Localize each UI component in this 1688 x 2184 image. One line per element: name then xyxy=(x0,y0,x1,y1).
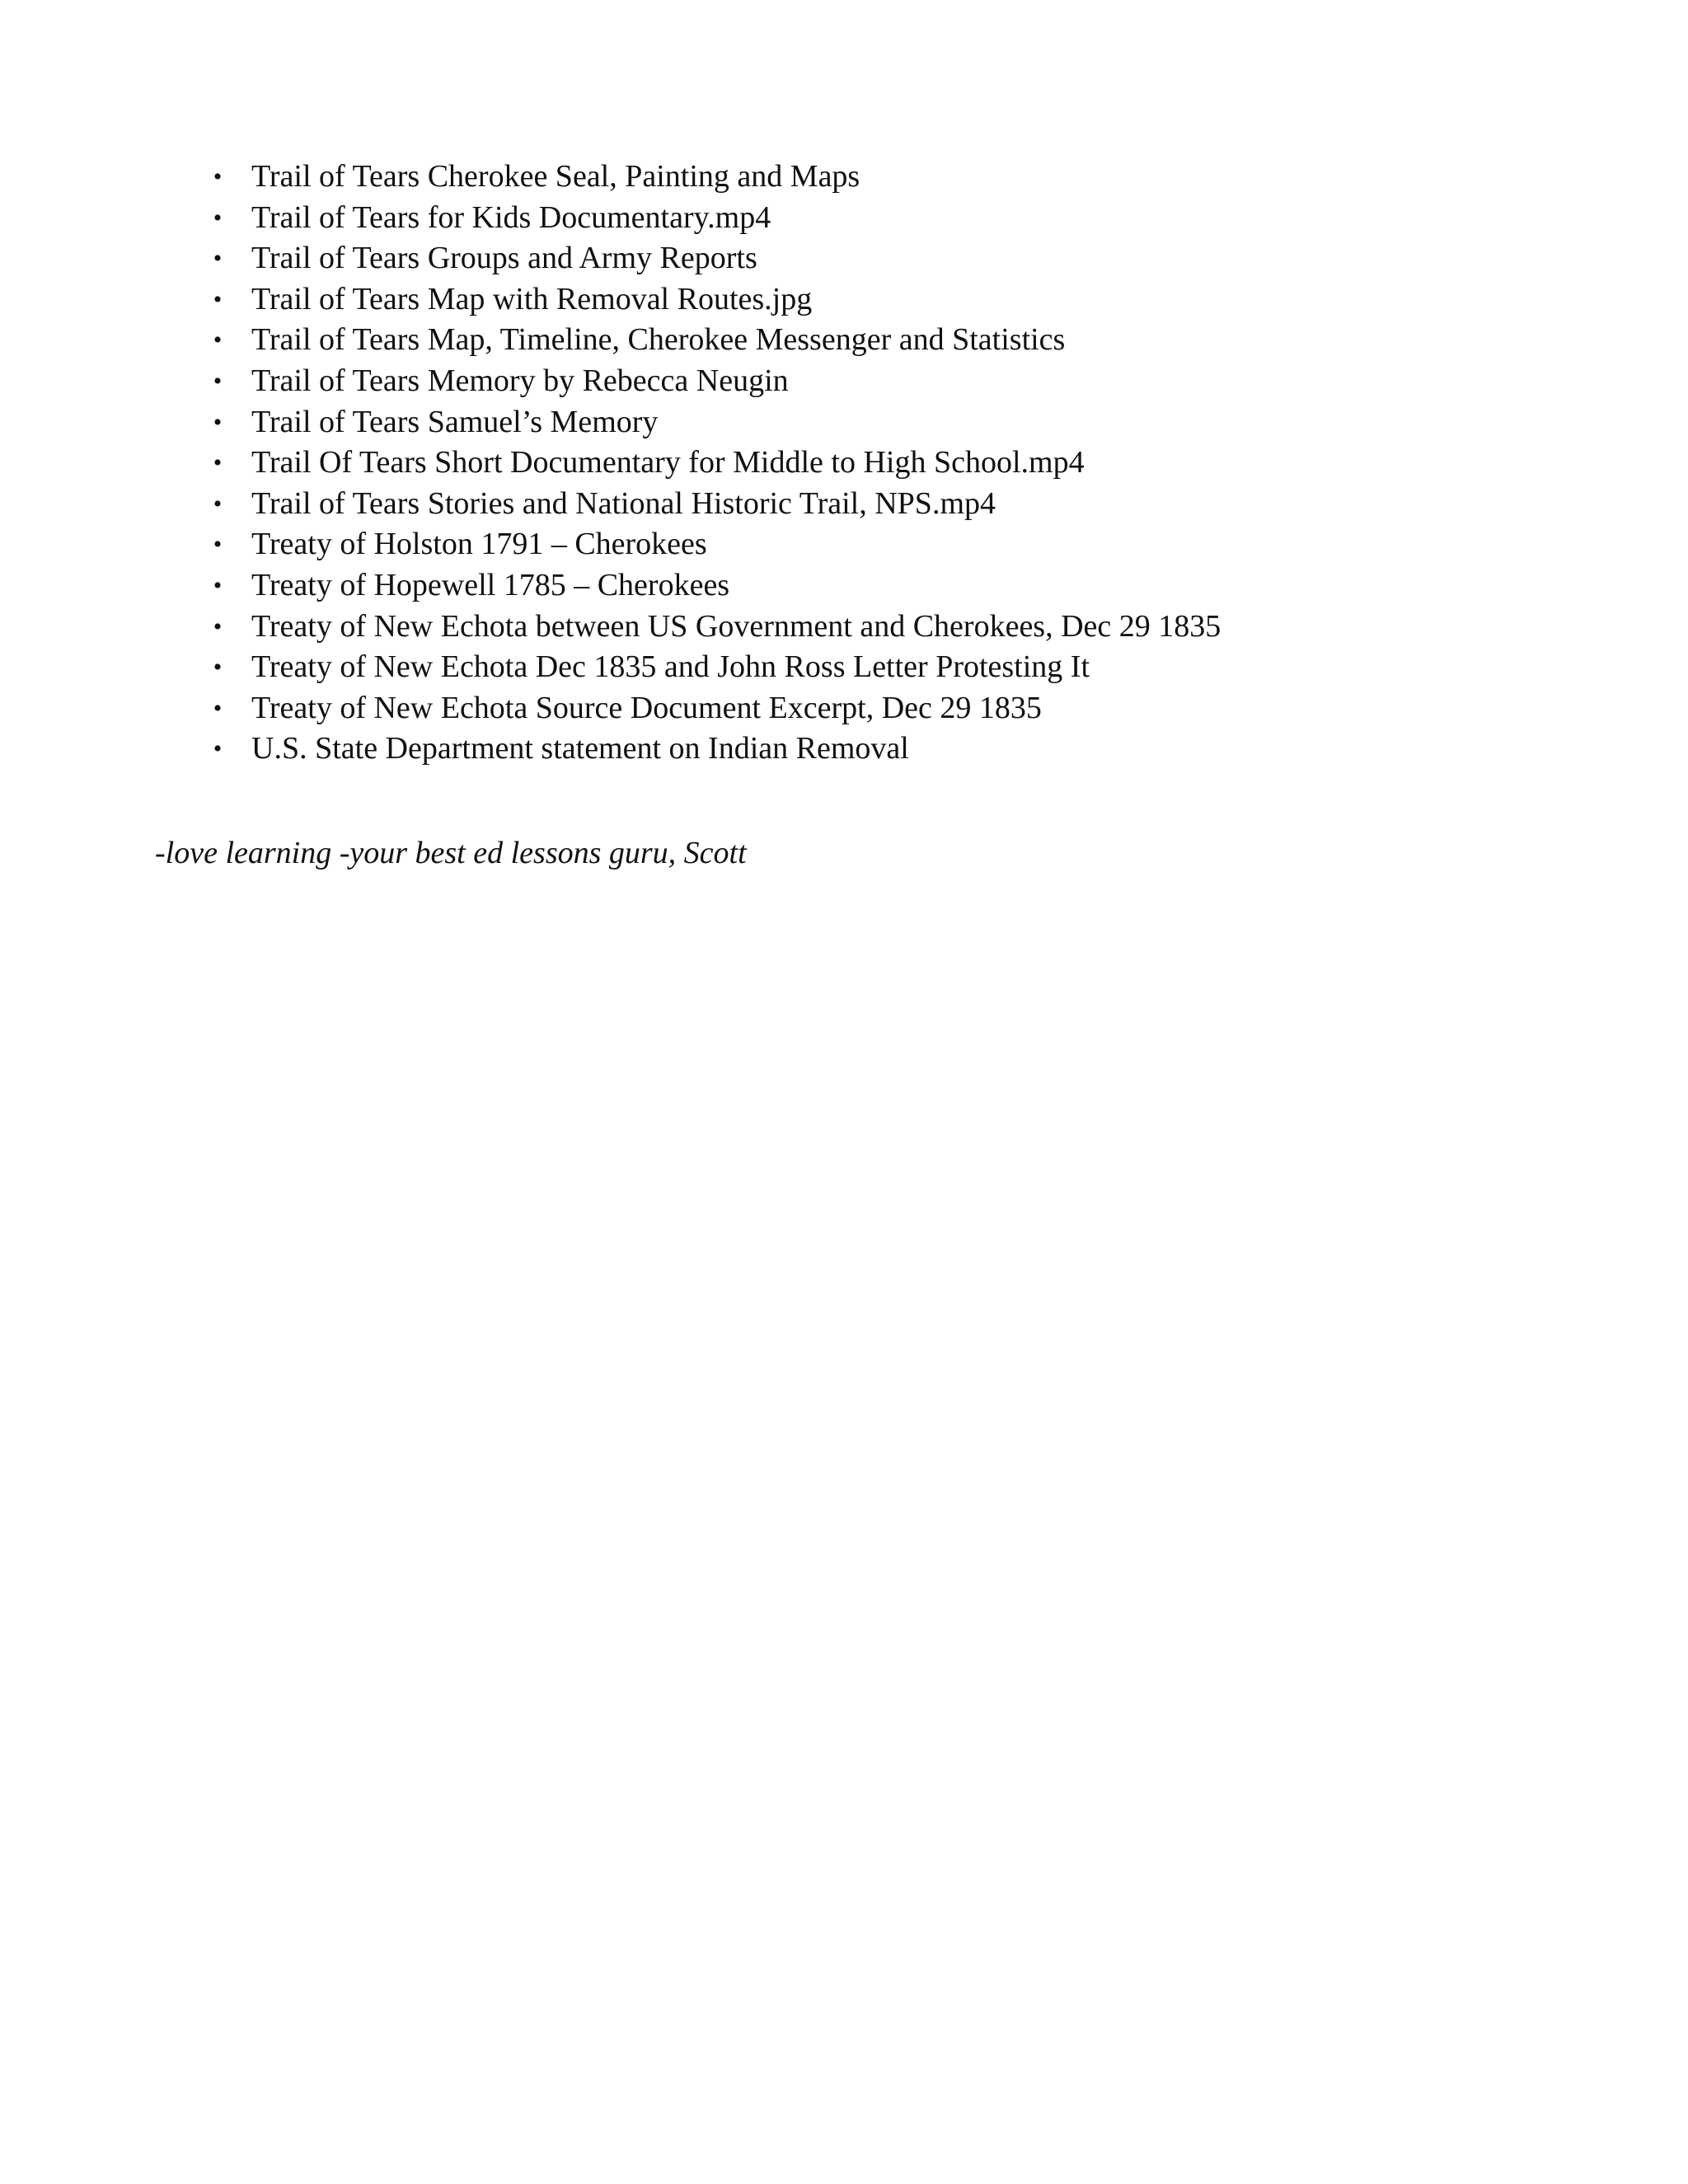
list-item-label: U.S. State Department statement on Indian Removal xyxy=(251,731,909,766)
list-item-label: Trail of Tears Map, Timeline, Cherokee Messenger and Statistics xyxy=(251,322,1066,358)
bullet-icon: • xyxy=(213,490,223,518)
bullet-icon: • xyxy=(213,612,223,640)
list-item-label: Trail of Tears Memory by Rebecca Neugin xyxy=(251,363,789,398)
list-item-label: Treaty of Hopewell 1785 – Cherokees xyxy=(251,567,730,602)
list-item-label: Trail of Tears Map with Removal Routes.jpg xyxy=(251,281,813,316)
bullet-icon: • xyxy=(213,449,223,477)
bullet-icon: • xyxy=(213,531,223,559)
list-item-label: Trail Of Tears Short Documentary for Middle to High School.mp4 xyxy=(251,445,1085,480)
list-item-label: Treaty of New Echota between US Government and Cherokees, Dec 29 1835 xyxy=(251,608,1221,644)
bullet-icon: • xyxy=(213,408,223,436)
bullet-icon: • xyxy=(213,654,223,682)
list-item-label: Treaty of New Echota Dec 1835 and John Ross Letter Protesting It xyxy=(251,649,1090,685)
bullet-icon: • xyxy=(213,326,223,354)
bullet-icon: • xyxy=(213,285,223,313)
bullet-icon: • xyxy=(213,245,223,273)
list-item-label: Trail of Tears Samuel’s Memory xyxy=(251,404,659,439)
bullet-icon: • xyxy=(213,735,223,763)
list-item-label: Trail of Tears Groups and Army Reports xyxy=(251,241,757,276)
signoff-text: -love learning -your best ed lessons guru, Scott xyxy=(155,836,747,870)
bullet-icon: • xyxy=(213,367,223,395)
list-item-label: Trail of Tears Cherokee Seal, Painting and Maps xyxy=(251,159,860,194)
list-item-label: Treaty of New Echota Source Document Excerpt, Dec 29 1835 xyxy=(251,690,1042,725)
bullet-icon: • xyxy=(213,163,223,190)
bullet-icon: • xyxy=(213,694,223,722)
list-item-label: Treaty of Holston 1791 – Cherokees xyxy=(251,527,707,562)
bullet-icon: • xyxy=(213,204,223,232)
bullet-icon: • xyxy=(213,571,223,599)
list-item-label: Trail of Tears Stories and National Historic Trail, NPS.mp4 xyxy=(251,485,996,521)
list-item-label: Trail of Tears for Kids Documentary.mp4 xyxy=(251,199,771,235)
